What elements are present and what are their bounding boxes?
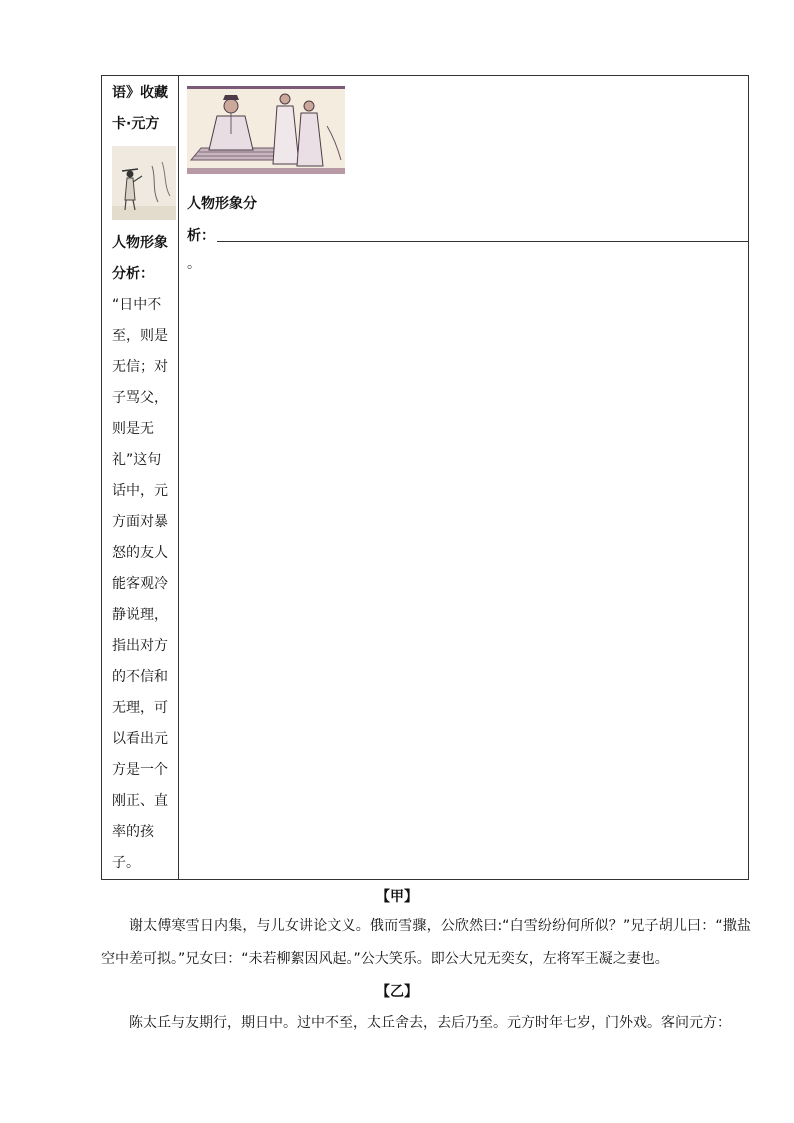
column-divider [178,76,179,879]
left-text-line: “日中不 [112,297,162,313]
left-text-line: 以看出元 [112,731,168,747]
left-title-line-1: 语》收藏 [112,85,168,101]
left-text-line: 静说理， [112,607,168,623]
section-jia-text: 谢太傅寒雪日内集，与儿女讲论文义。俄而雪骤，公欣然曰:“白雪纷纷何所似？”兄子胡儿曰：“撒盐空中差可拟。”兄女曰：“未若柳絮因风起。”公大笑乐。即公大兄无奕女，左将军王凝之妻也。 [101,918,751,967]
left-title-line-2: 卡·元方 [112,116,160,132]
right-column [187,86,747,274]
card-table [101,75,749,880]
answer-blank-line[interactable] [217,241,749,242]
left-text-line: 怒的友人 [112,545,168,561]
left-subhead-line-1: 人物形象 [112,235,168,251]
left-text-line: 方是一个 [112,762,168,778]
right-subhead: 人物形象分 [187,196,257,212]
left-text-line: 子骂父， [112,390,168,406]
left-text-line: 无信；对 [112,359,168,375]
answer-end-period: 。 [187,256,201,272]
analysis-answer-row [187,226,747,246]
left-text-line: 至，则是 [112,328,168,344]
left-text-line: 子。 [112,855,140,871]
left-text-line: 刚正、直 [112,793,168,809]
illustration-scene-image [187,86,345,174]
section-yi-title: 【乙】 [376,984,418,1000]
left-text-line: 率的孩 [112,824,154,840]
analysis-label: 析： [187,228,215,244]
left-text-line: 的不信和 [112,669,168,685]
section-jia-title: 【甲】 [376,889,418,905]
left-text-line: 话中，元 [112,483,168,499]
left-text-line: 能客观冷 [112,576,168,592]
left-subhead-line-2: 分析： [112,266,154,282]
section-yi-text: 陈太丘与友期行，期日中。过中不至，太丘舍去，去后乃至。元方时年七岁，门外戏。客问元方： [129,1015,731,1031]
left-text-line: 礼”这句 [112,452,162,468]
left-text-line: 则是无 [112,421,154,437]
left-text-line: 指出对方 [112,638,168,654]
illustration-figure-image [112,146,176,220]
left-column [112,78,176,879]
left-text-line: 无理，可 [112,700,168,716]
left-text-line: 方面对暴 [112,514,168,530]
